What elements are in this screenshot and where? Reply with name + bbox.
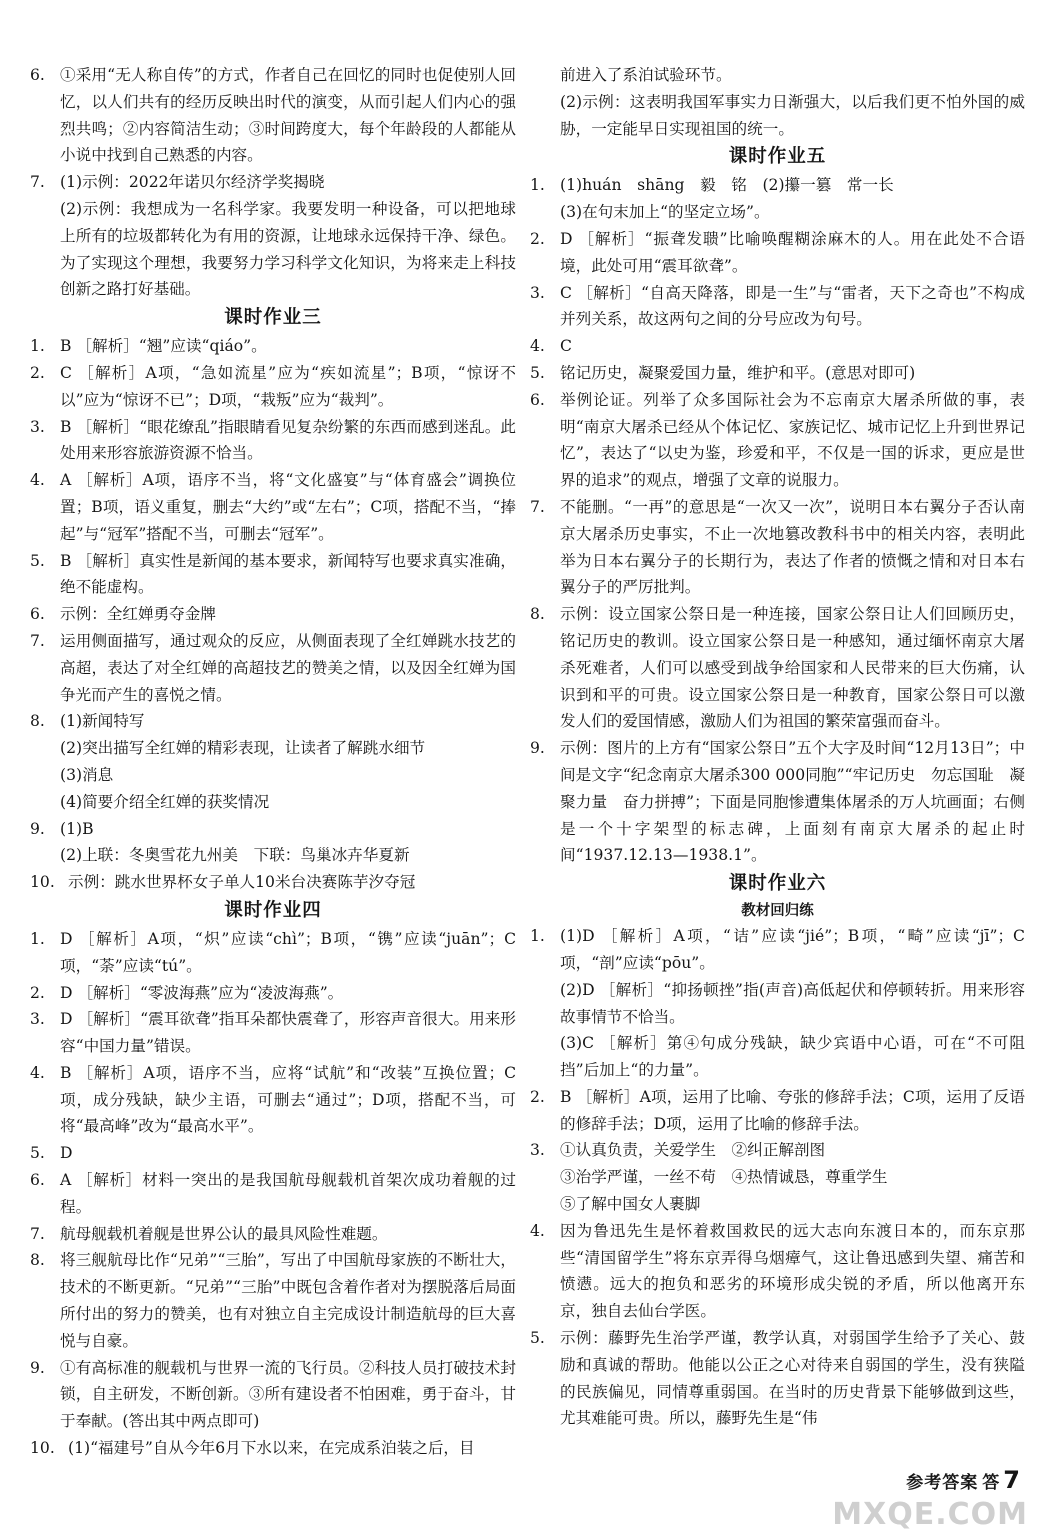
item-number: 2. (30, 983, 45, 1002)
item-number: 2. (530, 1087, 545, 1106)
item-number: 6. (30, 605, 45, 624)
right-column (530, 62, 1025, 1432)
item-number: 2. (30, 363, 45, 382)
item-text: B ［解析］A项，语序不当，应将“试航”和“改装”互换位置；C项，成分残缺，缺少主语，可删去“通过”；D项，搭配不当，可将“最高峰”改为“最高水平”。 (60, 1063, 516, 1136)
item-text: 将三舰航母比作“兄弟”“三胎”，写出了中国航母家族的不断壮大，技术的不断更新。“兄弟”“三胎”中既包含着作者对为摆脱落后局面所付出的努力的赞美，也有对独立自主完成设计制造航母的巨大喜悦与自豪。 (60, 1251, 516, 1350)
footer-answer-mark: 答 (982, 1473, 1000, 1493)
item-text: (1)示例：2022年诺贝尔经济学奖揭晓 (60, 173, 325, 192)
item-number: 5. (30, 1144, 45, 1163)
item-continuation: (2)示例：我想成为一名科学家。我要发明一种设备，可以把地球上所有的垃圾都转化为有用的资源，让地球永远保持干净、绿色。为了实现这个理想，我要努力学习科学文化知识，为将来走上科技创新之路打好基础。 (60, 199, 516, 299)
item-continuation: (2)上联：冬奥雪花九州美 下联：鸟巢冰卉华夏新 (60, 846, 410, 865)
watermark-logo: MXQE.COM (832, 1497, 1028, 1532)
item-continuation: (2)示例：这表明我国军事实力日渐强大，以后我们更不怕外国的威胁，一定能早日实现祖国的统一。 (560, 92, 1025, 138)
answer-item (30, 1140, 516, 1167)
item-number: 7. (30, 173, 45, 192)
item-number: 4. (530, 337, 545, 356)
answer-item (530, 1325, 1025, 1432)
answer-item (30, 1435, 516, 1462)
item-text: 不能删。“一再”的意思是“一次又一次”，说明日本右翼分子否认南京大屠杀历史事实，不止一次地篡改教科书中的相关内容，表明此举为日本右翼分子的长期行为，表达了作者的愤慨之情和对日本右翼分子的严厉批判。 (560, 497, 1025, 597)
item-number: 9. (530, 739, 545, 758)
item-text: C ［解析］A项，“急如流星”应为“疾如流星”；B项，“惊讶不以”应为“惊讶不已”；D项，“栽叛”应为“裁判”。 (60, 363, 516, 409)
item-number: 8. (30, 712, 45, 731)
item-text: B ［解析］真实性是新闻的基本要求，新闻特写也要求真实准确，绝不能虚构。 (60, 551, 516, 597)
item-number: 8. (530, 605, 545, 624)
answer-item (530, 360, 1025, 387)
answer-item (30, 169, 516, 196)
item-text: B ［解析］“翘”应读“qiáo”。 (60, 337, 267, 356)
item-continuation: ③治学严谨，一丝不苟 ④热情诚恳，尊重学生 (560, 1168, 888, 1187)
answer-item (30, 926, 516, 980)
section-subtitle: 教材回归练 (741, 903, 814, 920)
item-text: ①采用“无人称自传”的方式，作者自己在回忆的同时也促使别人回忆，以人们共有的经历反映出时代的演变，从而引起人们内心的强烈共鸣；②内容简洁生动；③时间跨度大，每个年龄段的人都能从小说中找到自己熟悉的内容。 (60, 66, 516, 165)
item-number: 3. (30, 417, 45, 436)
item-text: C ［解析］“自高天降落，即是一生”与“雷者，天下之奇也”不构成并列关系，故这两句之间的分号应改为句号。 (560, 283, 1025, 329)
item-number: 9. (30, 819, 45, 838)
section-title: 课时作业六 (728, 873, 827, 895)
item-text: 示例：图片的上方有“国家公祭日”五个大字及时间“12月13日”；中间是文字“纪念南京大屠杀300 000同胞”“牢记历史 勿忘国耻 凝聚力量 奋力拼搏”；下面是同胞惨遭集体屠杀的万人坑画面；右侧是一个十字架型的标志碑，上面刻有南京大屠杀的起止时间“1937.12.13—1938.1”。 (560, 739, 1025, 865)
answer-item (30, 708, 516, 735)
item-number: 6. (30, 1171, 45, 1190)
item-number: 3. (530, 283, 545, 302)
answer-item (30, 1247, 516, 1354)
item-number: 4. (30, 471, 45, 490)
item-text: D (60, 1144, 73, 1163)
item-number: 9. (30, 1358, 45, 1377)
answer-item (30, 333, 516, 360)
item-number: 8. (30, 1251, 45, 1270)
answer-item (30, 467, 516, 547)
item-number: 7. (530, 497, 545, 516)
item-text: (1)huán shāng 毅 铭 (2)攥一篡 常一长 (560, 176, 894, 195)
item-number: 1. (30, 929, 45, 948)
item-number: 6. (530, 390, 545, 409)
answer-item (530, 735, 1025, 869)
answer-item (30, 601, 516, 628)
item-text: B ［解析］“眼花缭乱”指眼睛看见复杂纷繁的东西而感到迷乱。此处用来形容旅游资源不恰当。 (60, 417, 516, 463)
item-text: A ［解析］A项，语序不当，将“文化盛宴”与“体育盛会”调换位置；B项，语义重复，删去“大约”或“左右”；C项，搭配不当，“捧起”与“冠军”搭配不当，可删去“冠军”。 (60, 471, 516, 543)
item-number: 1. (530, 176, 545, 195)
left-column (30, 62, 516, 1462)
footer-label: 参考答案 (906, 1473, 979, 1493)
answer-item (30, 548, 516, 602)
answer-item (530, 1084, 1025, 1138)
item-number: 2. (530, 229, 545, 248)
item-number: 10. (30, 1439, 55, 1458)
item-number: 1. (30, 337, 45, 356)
answer-item (30, 62, 516, 169)
section-title: 课时作业三 (224, 307, 322, 329)
item-text: 举例论证。列举了众多国际社会为不忘南京大屠杀所做的事，表明“南京大屠杀已经从个体记忆、家族记忆、城市记忆上升到世界记忆”，表达了“以史为鉴，珍爱和平，不仅是一国的诉求，更应是世界的追求”的观点，增强了文章的说服力。 (560, 390, 1025, 490)
item-number: 7. (30, 631, 45, 650)
item-text: D ［解析］A项，“炽”应读“chì”；B项，“镌”应读“juān”；C项，“荼”应读“tú”。 (60, 929, 516, 975)
answer-item (530, 1137, 1025, 1164)
item-continuation: (4)简要介绍全红婵的获奖情况 (60, 792, 270, 811)
item-text: (1)“福建号”自从今年6月下水以来，在完成系泊装之后，目 (68, 1439, 475, 1458)
item-number: 10. (30, 873, 55, 892)
answer-item (30, 1167, 516, 1221)
item-text: B ［解析］A项，运用了比喻、夸张的修辞手法；C项，运用了反语的修辞手法；D项，运用了比喻的修辞手法。 (560, 1087, 1025, 1133)
item-text: 示例：设立国家公祭日是一种连接，国家公祭日让人们回顾历史，铭记历史的教训。设立国家公祭日是一种感知，通过缅怀南京大屠杀死难者，人们可以感受到战争给国家和人民带来的巨大伤痛，认识到和平的可贵。设立国家公祭日是一种教育，国家公祭日可以激发人们的爱国情感，激励人们为祖国的繁荣富强而奋斗。 (560, 605, 1025, 731)
item-text: A ［解析］材料一突出的是我国航母舰载机首架次成功着舰的过程。 (60, 1171, 516, 1216)
answer-item (530, 172, 1025, 199)
section-title: 课时作业五 (728, 146, 827, 168)
answer-item (530, 226, 1025, 280)
answer-item (30, 1006, 516, 1060)
item-continuation: (2)突出描写全红婵的精彩表现，让读者了解跳水细节 (60, 739, 426, 758)
item-number: 7. (30, 1224, 45, 1243)
item-number: 3. (30, 1010, 45, 1029)
answer-item (30, 1221, 516, 1248)
item-continuation: (2)D ［解析］“抑扬顿挫”指(声音)高低起伏和停顿转折。用来形容故事情节不恰当。 (560, 980, 1025, 1026)
item-continuation: (3)消息 (60, 765, 114, 784)
page-footer (906, 1466, 1020, 1494)
item-text: D ［解析］“零波海燕”应为“凌波海燕”。 (60, 983, 344, 1002)
answer-item (30, 980, 516, 1007)
answer-item (30, 869, 516, 896)
item-continuation: 前进入了系泊试验环节。 (560, 66, 732, 84)
item-text: ①认真负责，关爱学生 ②纠正解剖图 (560, 1141, 826, 1160)
item-number: 4. (30, 1063, 45, 1082)
answer-item (30, 1355, 516, 1435)
answer-item (30, 1060, 516, 1140)
item-number: 4. (530, 1221, 545, 1240)
item-text: 运用侧面描写，通过观众的反应，从侧面表现了全红婵跳水技艺的高超，表达了对全红婵的高超技艺的赞美之情，以及因全红婵为国争光而产生的喜悦之情。 (60, 631, 516, 704)
item-text: 示例：藤野先生治学严谨，教学认真，对弱国学生给予了关心、鼓励和真诚的帮助。他能以公正之心对待来自弱国的学生，没有狭隘的民族偏见，同情尊重弱国。在当时的历史背景下能够做到这些，尤其难能可贵。所以，藤野先生是“伟 (560, 1329, 1025, 1428)
answer-item (530, 333, 1025, 360)
item-number: 1. (530, 927, 545, 946)
item-text: (1)新闻特写 (60, 712, 145, 731)
item-text: 因为鲁迅先生是怀着救国救民的远大志向东渡日本的，而东京那些“清国留学生”将东京弄得乌烟瘴气，这让鲁迅感到失望、痛苦和愤懑。远大的抱负和恶劣的环境形成尖锐的矛盾，所以他离开东京，独自去仙台学医。 (560, 1221, 1025, 1321)
answer-item (530, 387, 1025, 494)
answer-item (30, 628, 516, 708)
item-text: ①有高标准的舰载机与世界一流的飞行员。②科技人员打破技术封锁，自主研发，不断创新。③所有建设者不怕困难，勇于奋斗，甘于奉献。(答出其中两点即可) (60, 1358, 516, 1431)
item-text: 示例：全红婵勇夺金牌 (60, 605, 216, 624)
item-text: 示例：跳水世界杯女子单人10米台决赛陈芋汐夺冠 (68, 873, 416, 892)
item-text: 航母舰载机着舰是世界公认的最具风险性难题。 (60, 1224, 388, 1243)
page-number: 7 (1003, 1466, 1020, 1494)
answer-item (530, 280, 1025, 334)
answer-item (530, 494, 1025, 601)
answer-item (30, 360, 516, 414)
item-continuation: (3)在句末加上“的坚定立场”。 (560, 203, 770, 222)
item-continuation: ⑤了解中国女人裹脚 (560, 1195, 701, 1214)
answer-item (530, 1218, 1025, 1325)
item-number: 5. (30, 551, 45, 570)
item-text: D ［解析］“震耳欲聋”指耳朵都快震聋了，形容声音很大。用来形容“中国力量”错误。 (60, 1010, 516, 1056)
item-number: 3. (530, 1141, 545, 1160)
item-text: 铭记历史，凝聚爱国力量，维护和平。(意思对即可) (560, 363, 916, 382)
answer-item (530, 601, 1025, 735)
item-text: C (560, 337, 572, 356)
item-continuation: (3)C ［解析］第④句成分残缺，缺少宾语中心语，可在“不可阻挡”后加上“的力量”。 (560, 1034, 1025, 1080)
item-text: (1)D ［解析］A项，“诘”应读“jié”；B项，“畸”应读“jī”；C项，“剖”应读“pōu”。 (560, 927, 1025, 972)
item-text: (1)B (60, 819, 94, 838)
section-title: 课时作业四 (224, 899, 322, 921)
answer-item (530, 923, 1025, 977)
item-number: 5. (530, 1329, 545, 1348)
answer-item (30, 816, 516, 843)
item-number: 5. (530, 363, 545, 382)
item-number: 6. (30, 66, 45, 84)
answer-item (30, 414, 516, 468)
item-text: D ［解析］“振聋发聩”比喻唤醒糊涂麻木的人。用在此处不合语境，此处可用“震耳欲聋”。 (560, 229, 1025, 275)
